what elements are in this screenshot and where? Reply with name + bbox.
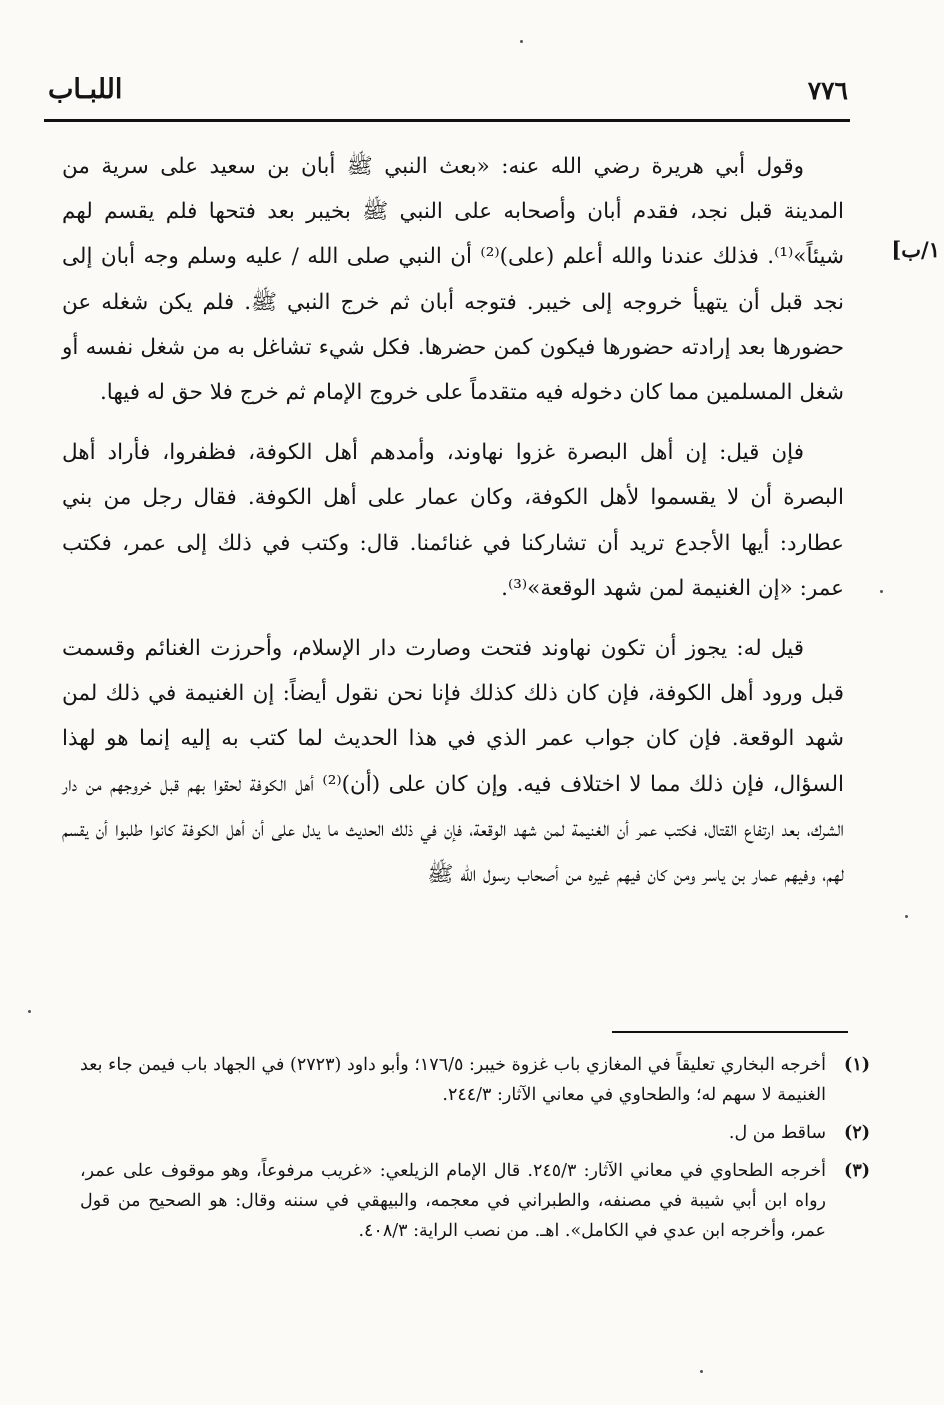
footnote-number: (٢) bbox=[844, 1123, 870, 1143]
scan-speck bbox=[700, 1370, 703, 1373]
main-text bbox=[62, 144, 844, 912]
footnote-number: (١) bbox=[844, 1055, 870, 1075]
running-title: اللبـاب bbox=[48, 74, 123, 105]
footnote bbox=[80, 1118, 870, 1148]
footnote-separator bbox=[612, 1031, 848, 1033]
paragraph: وقول أبي هريرة رضي الله عنه: «بعث النبي ﷺ أبان بن سعيد على سرية من المدينة قبل نجد، فقدم أبان وأصحابه على النبي ﷺ بخيبر بعد فتحها فلم يقسم لهم شيئاً»⁽¹⁾. فذلك عندنا والله أعلم (على)⁽²⁾ أن النبي صلى الله / عليه وسلم وجه أبان إلى نجد قبل أن يتهيأ خروجه إلى خيبر. فتوجه أبان ثم خرج النبي ﷺ. فلم يكن شغله عن حضورها بعد إرادته حضورها فيكون كمن حضرها. فكل شيء تشاغل به من شغل نفسه أو شغل المسلمين مما كان دخوله فيه متقدماً على خروج الإمام ثم خرج فلا حق له فيها. bbox=[62, 154, 844, 406]
paragraph: فإن قيل: إن أهل البصرة غزوا نهاوند، وأمدهم أهل الكوفة، فظفروا، فأراد أهل البصرة أن لا يقسموا لأهل الكوفة، وكان عمار على أهل الكوفة. فقال رجل من بني عطارد: أيها الأجدع تريد أن تشاركنا في غنائمنا. قال: وكتب في ذلك إلى عمر، فكتب عمر: «إن الغنيمة لمن شهد الوقعة»⁽³⁾. bbox=[62, 440, 844, 601]
page-number: ٧٧٦ bbox=[807, 76, 848, 105]
footnote-text: ساقط من ل. bbox=[728, 1123, 826, 1143]
scan-speck bbox=[28, 1010, 31, 1013]
scan-speck bbox=[880, 590, 883, 593]
footnote bbox=[80, 1156, 870, 1246]
footnote-number: (٣) bbox=[844, 1161, 870, 1181]
scan-speck bbox=[520, 40, 523, 43]
page-header bbox=[44, 74, 848, 114]
margin-folio-note: ١/ب] bbox=[891, 237, 940, 262]
footnotes bbox=[80, 1050, 870, 1254]
paragraph: قيل له: يجوز أن تكون نهاوند فتحت وصارت دار الإسلام، وأحرزت الغنائم وقسمت قبل ورود أهل الكوفة، فإن كان ذلك كذلك فإنا نحن نقول أيضاً: إن الغنيمة في ذلك لمن شهد الوقعة. فإن كان جواب عمر الذي في هذا الحديث لما كتب به إليه إنما هو لهذا السؤال، فإن ذلك مما لا اختلاف فيه. وإن كان على (أن)⁽²⁾ أهل الكوفة لحقوا بهم قبل خروجهم من دار الشرك، بعد ارتفاع القتال، فكتب عمر أن الغنيمة لمن شهد الوقعة، فإن في ذلك الحديث ما يدل على أن أهل الكوفة كانوا طلبوا أن يقسم لهم، وفيهم عمار بن ياسر ومن كان فيهم غيره من أصحاب رسول الله ﷺ bbox=[62, 636, 844, 888]
scan-speck bbox=[905, 915, 908, 918]
footnote-text: أخرجه الطحاوي في معاني الآثار: ٢٤٥/٣. قال الإمام الزيلعي: «غريب مرفوعاً، وهو موقوف على عمر، رواه ابن أبي شيبة في مصنفه، والطبراني في معجمه، والبيهقي في سننه وقال: هو الصحيح من قول عمر، وأخرجه ابن عدي في الكامل». اهـ. من نصب الراية: ٤٠٨/٣. bbox=[80, 1161, 826, 1241]
footnote-text: أخرجه البخاري تعليقاً في المغازي باب غزوة خيبر: ١٧٦/٥؛ وأبو داود (٢٧٢٣) في الجهاد باب فيمن جاء بعد الغنيمة لا سهم له؛ والطحاوي في معاني الآثار: ٢٤٤/٣. bbox=[80, 1055, 826, 1105]
header-rule bbox=[44, 119, 850, 122]
footnote bbox=[80, 1050, 870, 1110]
